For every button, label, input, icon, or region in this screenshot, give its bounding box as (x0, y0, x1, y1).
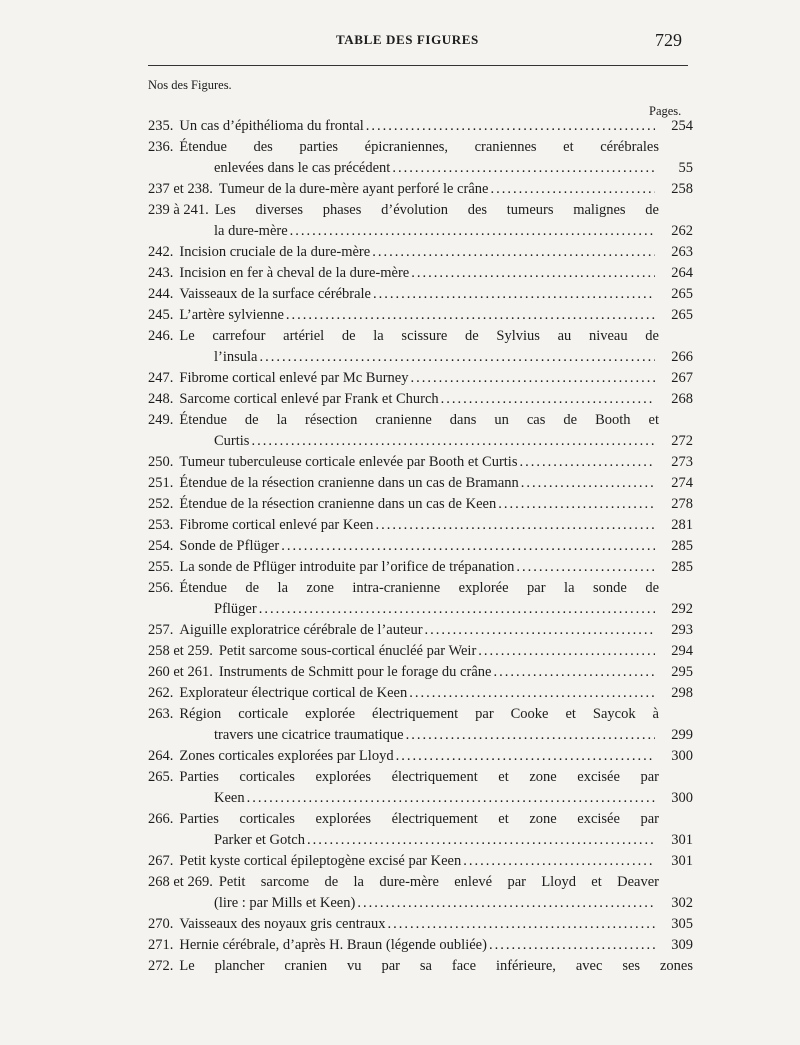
figure-number: 272. (148, 958, 174, 974)
figure-caption: Parties corticales explorées électriquement et zone excisée par (179, 811, 659, 827)
figure-entry (148, 284, 693, 305)
figure-caption: Keen (214, 790, 245, 806)
figure-number: 268 et 269. (148, 874, 213, 890)
figure-caption: Étendue de la résection cranienne dans un cas de Bramann (179, 475, 519, 491)
leader-dots (357, 893, 655, 914)
figure-entry (148, 914, 693, 935)
page-ref: 300 (671, 790, 693, 806)
figure-number: 254. (148, 538, 174, 554)
figure-number: 239 à 241. (148, 202, 209, 218)
column-header-figures-text: Nos des Figures. (148, 78, 232, 92)
leader-dots (493, 662, 655, 683)
page-ref: 299 (671, 727, 693, 743)
figure-caption: Un cas d’épithélioma du frontal (179, 118, 364, 134)
entry-line (148, 851, 693, 872)
entry-line (148, 200, 693, 221)
page-ref: 301 (671, 832, 693, 848)
entry-line (148, 746, 693, 767)
page-ref: 302 (671, 895, 693, 911)
page-ref: 265 (671, 286, 693, 302)
figure-entry (148, 368, 693, 389)
leader-dots (373, 284, 655, 305)
entry-line (148, 326, 693, 347)
entry-line (148, 557, 693, 578)
running-header (0, 30, 800, 54)
page-ref: 300 (671, 748, 693, 764)
figure-entry (148, 116, 693, 137)
page-ref: 262 (671, 223, 693, 239)
entry-line (148, 179, 693, 200)
figure-entry (148, 578, 693, 620)
figure-entry (148, 263, 693, 284)
figure-entry (148, 746, 693, 767)
entry-line (148, 620, 693, 641)
entry-line (148, 242, 693, 263)
running-title: TABLE DES FIGURES (336, 32, 479, 47)
figure-number: 245. (148, 307, 174, 323)
figure-caption: l’insula (214, 349, 258, 365)
page-ref: 285 (671, 538, 693, 554)
figure-entry (148, 935, 693, 956)
leader-dots (388, 914, 655, 935)
page-ref: 266 (671, 349, 693, 365)
figure-number: 247. (148, 370, 174, 386)
figure-entry (148, 515, 693, 536)
figure-number: 258 et 259. (148, 643, 213, 659)
entry-line (148, 830, 693, 851)
figure-caption: enlevées dans le cas précédent (214, 160, 391, 176)
figure-caption: Petit sarcome sous-cortical énucléé par Weir (218, 643, 477, 659)
figure-number: 256. (148, 580, 174, 596)
figure-caption: Tumeur de la dure-mère ayant perforé le crâne (218, 181, 489, 197)
figure-list (148, 116, 693, 977)
figure-entry (148, 662, 693, 683)
entry-line (148, 137, 693, 158)
header-rule (148, 65, 688, 66)
entry-line (148, 788, 693, 809)
leader-dots (290, 221, 655, 242)
figure-entry (148, 620, 693, 641)
figure-caption: Région corticale explorée électriquement par Cooke et Saycok à (179, 706, 659, 722)
leader-dots (441, 389, 655, 410)
leader-dots (366, 116, 655, 137)
figure-caption: travers une cicatrice traumatique (214, 727, 404, 743)
figure-caption: Sarcome cortical enlevé par Frank et Church (179, 391, 439, 407)
figure-number: 264. (148, 748, 174, 764)
figure-entry (148, 956, 693, 977)
page-ref: 301 (671, 853, 693, 869)
entry-line (148, 284, 693, 305)
figure-caption: Les diverses phases d’évolution des tumeurs malignes de (214, 202, 659, 218)
leader-dots (463, 851, 655, 872)
figure-caption: Explorateur électrique cortical de Keen (179, 685, 408, 701)
figure-entry (148, 200, 693, 242)
leader-dots (392, 158, 655, 179)
leader-dots (375, 515, 655, 536)
figure-caption: Le carrefour artériel de la scissure de Sylvius au niveau de (179, 328, 659, 344)
entry-line (148, 767, 693, 788)
figure-entry (148, 767, 693, 809)
figure-caption: Étendue de la résection cranienne dans un cas de Booth et (179, 412, 659, 428)
figure-number: 246. (148, 328, 174, 344)
figure-entry (148, 305, 693, 326)
figure-caption: Aiguille exploratrice cérébrale de l’auteur (179, 622, 423, 638)
figure-entry (148, 872, 693, 914)
leader-dots (410, 368, 655, 389)
figure-number: 265. (148, 769, 174, 785)
figure-entry (148, 389, 693, 410)
figure-number: 251. (148, 475, 174, 491)
page-number: 729 (655, 30, 682, 50)
figure-number: 242. (148, 244, 174, 260)
leader-dots (489, 935, 655, 956)
page-ref: 263 (671, 244, 693, 260)
figure-number: 237 et 238. (148, 181, 213, 197)
figure-caption: Fibrome cortical enlevé par Mc Burney (179, 370, 409, 386)
leader-dots (519, 452, 655, 473)
figure-caption: Incision en fer à cheval de la dure-mère (179, 265, 410, 281)
entry-line (148, 536, 693, 557)
figure-caption: Étendue des parties épicraniennes, craniennes et cérébrales (179, 139, 659, 155)
figure-entry (148, 242, 693, 263)
leader-dots (490, 179, 655, 200)
leader-dots (498, 494, 655, 515)
figure-number: 248. (148, 391, 174, 407)
leader-dots (425, 620, 655, 641)
leader-dots (286, 305, 655, 326)
figure-number: 249. (148, 412, 174, 428)
figure-entry (148, 179, 693, 200)
leader-dots (521, 473, 655, 494)
figure-caption: (lire : par Mills et Keen) (214, 895, 356, 911)
figure-number: 244. (148, 286, 174, 302)
figure-number: 253. (148, 517, 174, 533)
entry-line (148, 935, 693, 956)
figure-number: 271. (148, 937, 174, 953)
page-ref: 268 (671, 391, 693, 407)
figure-number: 243. (148, 265, 174, 281)
figure-entry (148, 641, 693, 662)
figure-number: 235. (148, 118, 174, 134)
entry-line (148, 956, 693, 977)
page-ref: 274 (671, 475, 693, 491)
figure-number: 266. (148, 811, 174, 827)
page-ref: 309 (671, 937, 693, 953)
leader-dots (406, 725, 655, 746)
entry-line (148, 494, 693, 515)
page-ref: 267 (671, 370, 693, 386)
entry-line (148, 683, 693, 704)
figure-entry (148, 536, 693, 557)
entry-line (148, 914, 693, 935)
page-ref: 272 (671, 433, 693, 449)
entry-line (148, 410, 693, 431)
figure-caption: Curtis (214, 433, 250, 449)
figure-number: 263. (148, 706, 174, 722)
entry-line (148, 515, 693, 536)
figure-caption: Vaisseaux des noyaux gris centraux (179, 916, 386, 932)
entry-line (148, 221, 693, 242)
figure-number: 260 et 261. (148, 664, 213, 680)
page-ref: 273 (671, 454, 693, 470)
leader-dots (259, 599, 655, 620)
entry-line (148, 452, 693, 473)
leader-dots (411, 263, 655, 284)
figure-entry (148, 494, 693, 515)
figure-caption: Vaisseaux de la surface cérébrale (179, 286, 371, 302)
page-ref: 254 (671, 118, 693, 134)
figure-caption: Le plancher cranien vu par sa face inférieure, avec ses zones (179, 958, 693, 974)
figure-entry (148, 704, 693, 746)
page-ref: 295 (671, 664, 693, 680)
entry-line (148, 473, 693, 494)
leader-dots (307, 830, 655, 851)
entry-line (148, 389, 693, 410)
figure-entry (148, 137, 693, 179)
page-ref: 264 (671, 265, 693, 281)
entry-line (148, 725, 693, 746)
entry-line (148, 578, 693, 599)
entry-line (148, 116, 693, 137)
entry-line (148, 662, 693, 683)
figure-caption: Petit kyste cortical épileptogène excisé par Keen (179, 853, 462, 869)
page-ref: 292 (671, 601, 693, 617)
leader-dots (251, 431, 655, 452)
figure-caption: Parties corticales explorées électriquement et zone excisée par (179, 769, 659, 785)
figure-entry (148, 851, 693, 872)
page-ref: 258 (671, 181, 693, 197)
leader-dots (260, 347, 656, 368)
figure-entry (148, 410, 693, 452)
page-ref: 55 (678, 160, 693, 176)
page-ref: 265 (671, 307, 693, 323)
entry-line (148, 305, 693, 326)
entry-line (148, 263, 693, 284)
figure-number: 262. (148, 685, 174, 701)
figure-caption: Parker et Gotch (214, 832, 305, 848)
entry-line (148, 893, 693, 914)
figure-caption: Petit sarcome de la dure-mère enlevé par Lloyd et Deaver (218, 874, 659, 890)
page-ref: 298 (671, 685, 693, 701)
figure-entry (148, 557, 693, 578)
leader-dots (372, 242, 655, 263)
figure-caption: Zones corticales explorées par Lloyd (179, 748, 394, 764)
entry-line (148, 431, 693, 452)
entry-line (148, 599, 693, 620)
figure-number: 236. (148, 139, 174, 155)
page-ref: 294 (671, 643, 693, 659)
leader-dots (247, 788, 655, 809)
page-ref: 278 (671, 496, 693, 512)
figure-caption: la dure-mère (214, 223, 288, 239)
figure-caption: Étendue de la zone intra-cranienne explorée par la sonde de (179, 580, 659, 596)
figure-entry (148, 473, 693, 494)
figure-caption: Fibrome cortical enlevé par Keen (179, 517, 374, 533)
figure-entry (148, 326, 693, 368)
figure-number: 257. (148, 622, 174, 638)
page-ref: 305 (671, 916, 693, 932)
entry-line (148, 704, 693, 725)
leader-dots (478, 641, 655, 662)
entry-line (148, 641, 693, 662)
page-ref: 281 (671, 517, 693, 533)
figure-number: 252. (148, 496, 174, 512)
leader-dots (281, 536, 655, 557)
figure-number: 255. (148, 559, 174, 575)
figure-number: 267. (148, 853, 174, 869)
figure-caption: Hernie cérébrale, d’après H. Braun (légende oubliée) (179, 937, 487, 953)
page-ref: 285 (671, 559, 693, 575)
column-header-pages: Pages. (649, 104, 682, 118)
leader-dots (396, 746, 655, 767)
figure-number: 270. (148, 916, 174, 932)
figure-caption: Pflüger (214, 601, 257, 617)
column-header-figures (148, 78, 232, 93)
figure-number: 250. (148, 454, 174, 470)
figure-caption: Incision cruciale de la dure-mère (179, 244, 371, 260)
entry-line (148, 809, 693, 830)
figure-caption: Instruments de Schmitt pour le forage du crâne (218, 664, 492, 680)
figure-entry (148, 683, 693, 704)
entry-line (148, 158, 693, 179)
leader-dots (409, 683, 655, 704)
entry-line (148, 872, 693, 893)
entry-line (148, 368, 693, 389)
figure-caption: Étendue de la résection cranienne dans un cas de Keen (179, 496, 497, 512)
figure-entry (148, 809, 693, 851)
figure-caption: L’artère sylvienne (179, 307, 284, 323)
entry-line (148, 347, 693, 368)
figure-caption: Tumeur tuberculeuse corticale enlevée par Booth et Curtis (179, 454, 518, 470)
leader-dots (516, 557, 655, 578)
figure-caption: Sonde de Pflüger (179, 538, 280, 554)
figure-entry (148, 452, 693, 473)
figure-caption: La sonde de Pflüger introduite par l’orifice de trépanation (179, 559, 515, 575)
page-ref: 293 (671, 622, 693, 638)
